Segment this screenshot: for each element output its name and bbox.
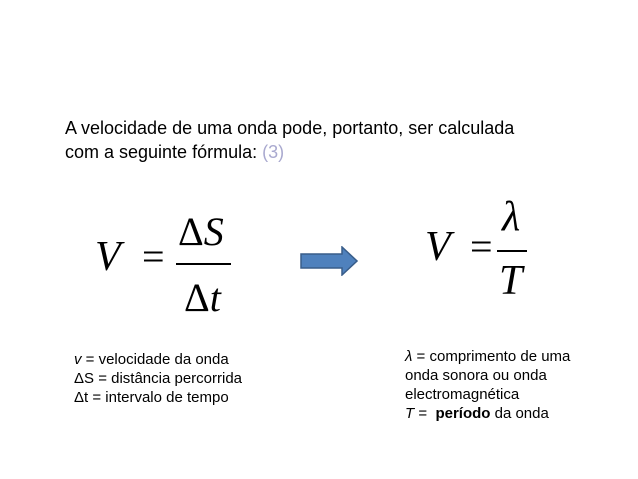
legend-item-time bbox=[74, 388, 242, 407]
velocity-symbol: V bbox=[95, 234, 121, 280]
right-arrow-icon bbox=[300, 246, 358, 276]
legend-bold-term: período bbox=[435, 405, 491, 422]
legend-description: = comprimento de uma bbox=[412, 348, 571, 365]
fraction-bar bbox=[497, 250, 527, 252]
legend-symbol: λ bbox=[405, 348, 413, 365]
legend-distance-time bbox=[74, 350, 242, 407]
legend-equals: = bbox=[414, 405, 436, 422]
time-symbol: t bbox=[209, 275, 221, 320]
legend-item-wavelength bbox=[405, 347, 570, 366]
velocity-symbol: V bbox=[425, 224, 451, 270]
legend-description: = distância percorrida bbox=[94, 370, 243, 387]
intro-text bbox=[65, 116, 535, 164]
equals-sign: = bbox=[470, 224, 493, 269]
legend-item-distance bbox=[74, 369, 242, 388]
legend-description: da onda bbox=[490, 405, 549, 422]
legend-description: = velocidade da onda bbox=[81, 351, 229, 368]
intro-sentence: A velocidade de uma onda pode, portanto, ser calculada com a seguinte fórmula: bbox=[65, 118, 515, 162]
legend-item-velocity bbox=[74, 350, 242, 369]
delta-symbol: Δ bbox=[184, 275, 210, 320]
delta-symbol: Δ bbox=[178, 209, 204, 254]
legend-line: onda sonora ou onda bbox=[405, 367, 547, 384]
fraction-numerator bbox=[178, 211, 224, 253]
fraction-bar bbox=[176, 263, 231, 265]
legend-description: = intervalo de tempo bbox=[88, 389, 229, 406]
legend-symbol: v bbox=[74, 351, 82, 368]
equals-sign: = bbox=[142, 234, 165, 279]
arrow-shape bbox=[301, 247, 357, 275]
legend-wavelength-period bbox=[405, 347, 570, 423]
distance-symbol: S bbox=[203, 209, 224, 254]
wavelength-symbol: λ bbox=[502, 194, 521, 240]
fraction-denominator bbox=[184, 277, 221, 319]
legend-symbol: ΔS bbox=[74, 370, 95, 387]
legend-item-period bbox=[405, 404, 570, 423]
period-symbol: T bbox=[499, 258, 523, 304]
legend-line: electromagnética bbox=[405, 386, 520, 403]
reference-number: (3) bbox=[262, 142, 285, 162]
legend-symbol: Δt bbox=[74, 389, 89, 406]
legend-symbol: T bbox=[405, 405, 415, 422]
